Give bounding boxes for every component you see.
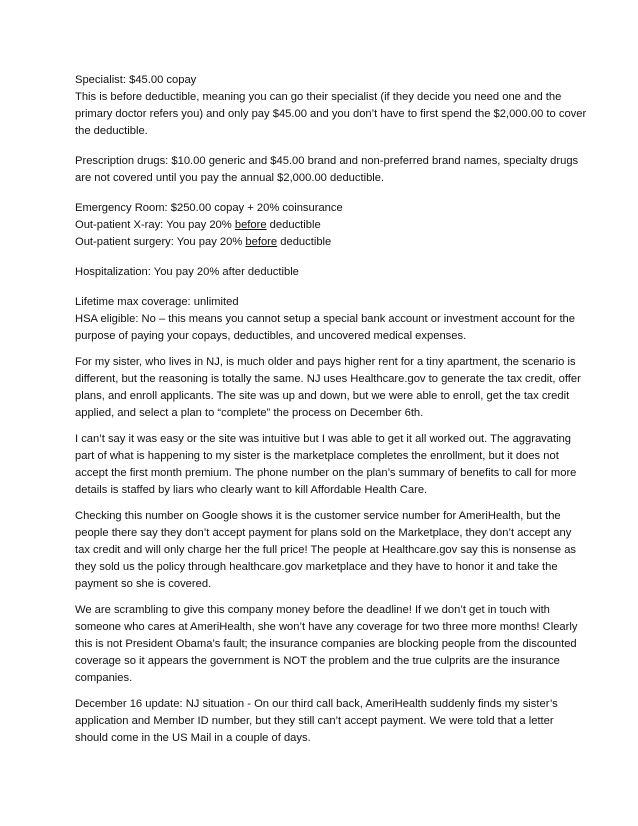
paragraph-line: someone who cares at AmeriHealth, she won’t have any coverage for two three more months! Clearly: [75, 621, 578, 633]
paragraph-line: payment so she is covered.: [75, 578, 212, 590]
emergency-room-line: Emergency Room: $250.00 copay + 20% coinsurance: [75, 202, 343, 214]
scrambling-paragraph: [75, 602, 578, 687]
paragraph-line: details is staffed by liars who clearly want to kill Affordable Health Care.: [75, 484, 428, 496]
paragraph-line: coverage so it appears the government is NOT the problem and the true culprits are the insurance: [75, 655, 560, 667]
specialist-section: [75, 72, 587, 140]
aggravating-paragraph: [75, 431, 577, 499]
specialist-text-line: primary doctor refers you) and only pay $45.00 and you don’t have to first spend the $2,000.00 to cover: [75, 108, 587, 120]
lifetime-line: Lifetime max coverage: unlimited: [75, 296, 239, 308]
specialist-text-line: This is before deductible, meaning you can go their specialist (if they decide you need one and the: [75, 91, 562, 103]
paragraph-line: part of what is happening to my sister is the marketplace completes the enrollment, but it does not: [75, 450, 559, 462]
hsa-line: purpose of paying your copays, deductibles, and uncovered medical expenses.: [75, 330, 467, 342]
paragraph-line: plans, and enroll applicants. The site was up and down, but we were able to enroll, get the tax credit: [75, 390, 570, 402]
xray-prefix: Out-patient X-ray: You pay 20%: [75, 219, 235, 231]
emergency-section: [75, 200, 565, 251]
paragraph-line: tax credit and will only charge her the full price! The people at Healthcare.gov say this is nonsense as: [75, 544, 577, 556]
paragraph-line: this is not President Obama’s fault; the insurance companies are blocking people from the discounted: [75, 638, 577, 650]
paragraph-line: We are scrambling to give this company money before the deadline! If we don’t get in touch with: [75, 604, 550, 616]
sister-nj-paragraph: [75, 354, 581, 422]
lifetime-section: [75, 294, 575, 345]
paragraph-line: application and Member ID number, but they still can’t accept payment. We were told that a letter: [75, 715, 554, 727]
paragraph-line: different, but the reasoning is totally the same. NJ uses Healthcare.gov to generate the tax credit, offer: [75, 373, 581, 385]
paragraph-line: they sold us the policy through healthcare.gov marketplace and they have to honor it and take the: [75, 561, 558, 573]
hsa-line: HSA eligible: No – this means you cannot setup a special bank account or investment account for the: [75, 313, 575, 325]
google-paragraph: [75, 508, 577, 593]
xray-suffix: deductible: [266, 219, 321, 231]
paragraph-line: I can’t say it was easy or the site was intuitive but I was able to get it all worked out. The aggravating: [75, 433, 572, 445]
surgery-suffix: deductible: [277, 236, 332, 248]
surgery-prefix: Out-patient surgery: You pay 20%: [75, 236, 246, 248]
surgery-underlined-word: before: [245, 236, 278, 248]
specialist-heading: Specialist: $45.00 copay: [75, 74, 197, 86]
update-paragraph: [75, 696, 565, 747]
specialist-text-line: the deductible.: [75, 125, 148, 137]
paragraph-line: accept the first month premium. The phone number on the plan’s summary of benefits to call for more: [75, 467, 577, 479]
paragraph-line: Checking this number on Google shows it is the customer service number for AmeriHealth, but the: [75, 510, 561, 522]
hospitalization-section: [75, 264, 565, 281]
prescription-text-line: are not covered until you pay the annual $2,000.00 deductible.: [75, 172, 385, 184]
xray-line: [75, 217, 565, 234]
hospitalization-line: Hospitalization: You pay 20% after deductible: [75, 266, 299, 278]
paragraph-line: applied, and select a plan to “complete” the process on December 6th.: [75, 407, 424, 419]
prescription-section: [75, 153, 579, 187]
xray-underlined-word: before: [234, 219, 267, 231]
paragraph-line: should come in the US Mail in a couple of days.: [75, 732, 311, 744]
paragraph-line: December 16 update: NJ situation - On our third call back, AmeriHealth suddenly finds my sister’s: [75, 698, 558, 710]
paragraph-line: people there say they don’t accept payment for plans sold on the Marketplace, they don’t accept any: [75, 527, 572, 539]
prescription-text-line: Prescription drugs: $10.00 generic and $45.00 brand and non-preferred brand names, specialty drugs: [75, 155, 579, 167]
paragraph-line: For my sister, who lives in NJ, is much older and pays higher rent for a tiny apartment, the scenario is: [75, 356, 576, 368]
surgery-line: [75, 234, 565, 251]
document-page: [75, 72, 587, 747]
paragraph-line: companies.: [75, 672, 133, 684]
